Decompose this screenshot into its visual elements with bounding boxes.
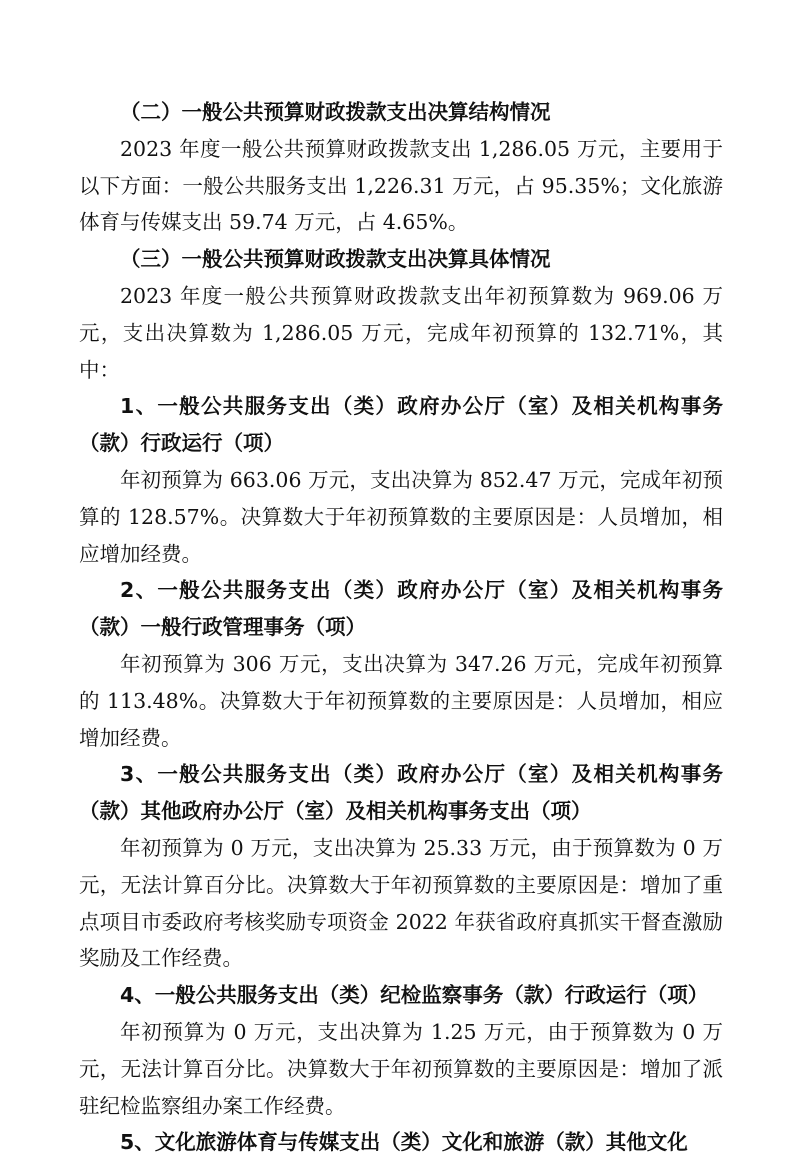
body-paragraph: 年初预算为 0 万元，支出决算为 1.25 万元，由于预算数为 0 万元，无法计算百分比。决算数大于年初预算数的主要原因是：增加了派驻纪检监察组办案工作经费。 [79,1019,723,1118]
item-heading-5: 5、文化旅游体育与传媒支出（类）文化和旅游（款）其他文化 [120,1130,688,1155]
section-heading-2: （二）一般公共预算财政拨款支出决算结构情况 [120,100,551,124]
body-paragraph: 年初预算为 0 万元，支出决算为 25.33 万元，由于预算数为 0 万元，无法计算百分比。决算数大于年初预算数的主要原因是：增加了重点项目市委政府考核奖励专项资金 2022 年获省政府真抓实干督查激励奖励及工作经费。 [79,835,723,971]
body-paragraph: 2023 年度一般公共预算财政拨款支出年初预算数为 969.06 万元，支出决算数为 1,286.05 万元，完成年初预算的 132.71%，其中： [79,283,723,382]
body-paragraph: 年初预算为 663.06 万元，支出决算为 852.47 万元，完成年初预算的 128.57%。决算数大于年初预算数的主要原因是：人员增加，相应增加经费。 [79,467,723,566]
section-heading-3: （三）一般公共预算财政拨款支出决算具体情况 [120,247,551,272]
item-heading-3: 3、一般公共服务支出（类）政府办公厅（室）及相关机构事务（款）其他政府办公厅（室）及相关机构事务支出（项） [79,762,723,824]
item-heading-2: 2、一般公共服务支出（类）政府办公厅（室）及相关机构事务（款）一般行政管理事务（项） [79,578,723,640]
item-heading-4: 4、一般公共服务支出（类）纪检监察事务（款）行政运行（项） [120,983,709,1008]
document-body [79,94,723,1161]
body-paragraph: 2023 年度一般公共预算财政拨款支出 1,286.05 万元，主要用于以下方面：一般公共服务支出 1,226.31 万元，占 95.35%；文化旅游体育与传媒支出 59.74 万元，占 4.65%。 [79,136,723,235]
item-heading-1: 1、一般公共服务支出（类）政府办公厅（室）及相关机构事务（款）行政运行（项） [79,394,723,456]
body-paragraph: 年初预算为 306 万元，支出决算为 347.26 万元，完成年初预算的 113.48%。决算数大于年初预算数的主要原因是：人员增加，相应增加经费。 [79,651,723,750]
